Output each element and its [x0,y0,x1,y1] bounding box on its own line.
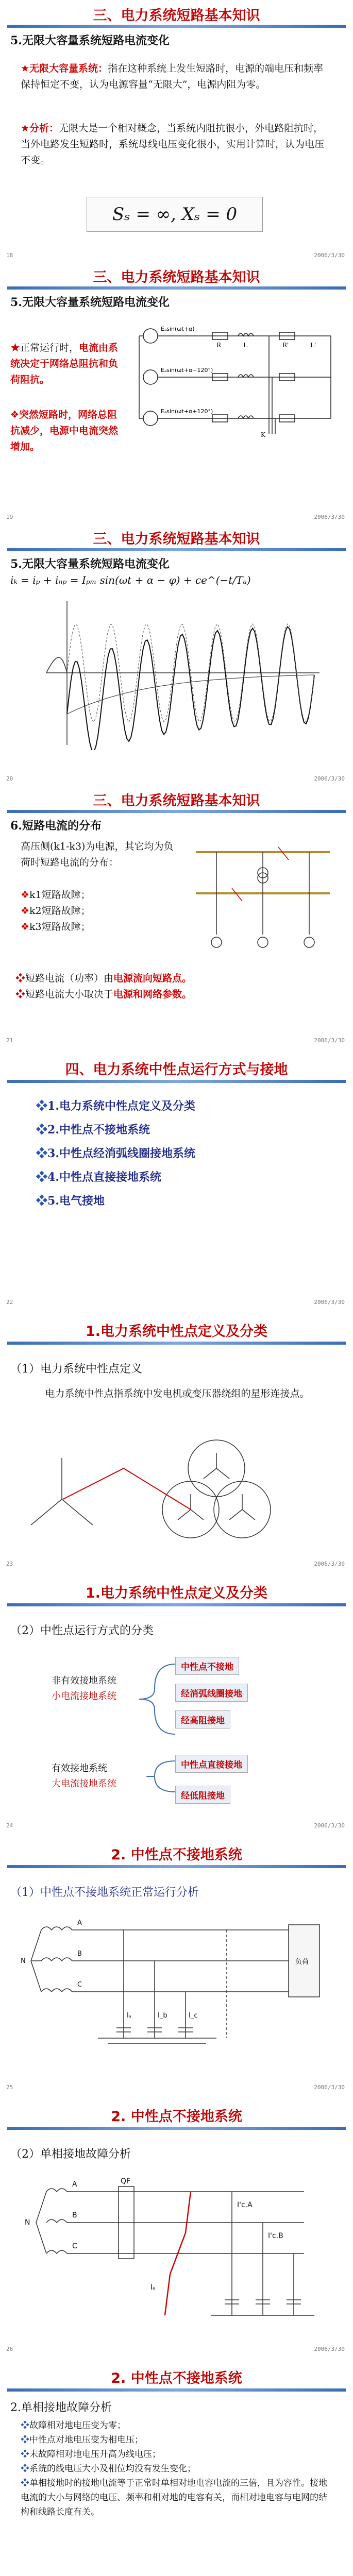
slide-20 [0,523,353,786]
slide-title: 2. 中性点不接地系统 [111,2109,242,2125]
slide-subtitle: 6.短路电流的分布 [10,819,102,833]
slide-subtitle: （2）单相接地故障分析 [10,2148,131,2161]
mode-box-low-resistance: 经低阻接地 [175,1786,230,1804]
title-bar [7,2388,346,2392]
slide-23 [0,1309,353,1571]
fault-point-4: ❖系统的线电压大小及相位均没有发生变化； [21,2464,196,2474]
short-circuit-formula: iₖ = iₚ + iₙₚ = Iₚₘ sin(ωt + α − φ) + ce^(−t/Tₐ) [10,574,251,586]
phase-a-label: A [72,2180,77,2189]
slide-date: 2006/3/30 [314,514,345,520]
slide-18 [0,0,353,262]
slide-title: 2. 中性点不接地系统 [111,1847,242,1863]
slide-date: 2006/3/30 [314,2084,345,2091]
page-number: 24 [6,1822,13,1829]
fault-item-k1: ❖k1短路故障； [21,889,91,901]
slide-subtitle: 2.单相接地故障分析 [10,2401,112,2414]
source-b-label: Eₐsin(ωt+α−120°) [161,367,213,374]
three-phase-circuit-diagram [135,315,341,439]
slide-19 [0,262,353,524]
network-distribution-diagram [186,837,340,960]
slide-27 [0,2355,353,2576]
slide-subtitle: （1）电力系统中性点定义 [10,1363,142,1376]
slide-subtitle: （2）中性点运行方式的分类 [10,1624,154,1637]
slide-title: 三、电力系统短路基本知识 [93,269,260,285]
neutral-label: N [25,2218,30,2227]
short-circuit-current-waveform [36,596,325,750]
section-outline [36,1094,195,1213]
slide-subtitle: 5.无限大容量系统短路电流变化 [10,296,170,309]
source-c-label: Eₐsin(ωt+α+120°) [161,408,213,415]
title-bar [7,810,346,813]
short-circuit-text: ❖突然短路时，网络总阻抗减少，电源中电流突然增加。 [10,409,119,452]
fault-item-k2: ❖k2短路故障； [21,905,91,917]
ia-label: Iₐ [127,2012,131,2020]
outline-item-3: ❖3.中性点经消弧线圈接地系统 [36,1147,195,1160]
r-label: R [216,342,222,349]
group2-label: 有效接地系统 [52,1763,107,1774]
mode-box-high-resistance: 经高阻接地 [175,1710,230,1728]
page-number: 23 [6,1561,13,1567]
title-bar [7,25,346,28]
fault-item-k3: ❖k3短路故障； [21,921,91,933]
ib-label: I_b [158,2012,167,2020]
load-label: 负荷 [295,1958,309,1966]
slide-title: 2. 中性点不接地系统 [111,2370,242,2386]
mode-box-solid: 中性点直接接地 [175,1755,248,1773]
slide-24 [0,1570,353,1833]
outline-item-4: ❖4.中性点直接接地系统 [36,1171,161,1184]
l2-label: L' [310,342,316,349]
slide-title: 三、电力系统短路基本知识 [93,793,260,809]
phase-a-label: A [77,1919,82,1927]
fault-k-label: K [261,431,265,438]
slide-title: 1.电力系统中性点定义及分类 [85,1585,268,1601]
fault-point-5: ❖单相接地时的接地电流等于正常时单相对地电容电流的三倍，且为容性。接地电流的大小与网络的电压、频率和相对地的电容有关，而相对地电容与电网的结构和线路长度有关。 [21,2478,327,2517]
r2-label: R' [282,342,289,349]
phase-c-label: C [72,2242,77,2250]
slide-26 [0,2094,353,2356]
slide-date: 2006/3/30 [314,1561,345,1567]
fault-analysis-list [21,2418,332,2519]
slide-title: 1.电力系统中性点定义及分类 [85,1324,268,1340]
fault-point-3: ❖未故障相对地电压升高为线电压； [21,2449,161,2460]
phase-b-label: B [77,1950,82,1958]
page-number: 25 [6,2084,13,2091]
distribution-notes: ❖短路电流（功率）由电源流向短路点。 ❖短路电流大小取决于电源和网络参数。 [15,973,192,1000]
fault-point-2: ❖中性点对地电压变为相电压； [21,2435,143,2445]
title-bar [7,2127,346,2130]
ungrounded-normal-circuit [21,1909,335,2074]
slide-date: 2006/3/30 [314,252,345,259]
distribution-intro: 高压侧(k1-k3)为电源，其它均为负荷时短路电流的分布： [21,841,174,868]
slide-title: 四、电力系统中性点运行方式与接地 [65,1062,288,1078]
classification-group-1 [52,1673,116,1704]
icb-label: I'c.B [268,2232,283,2240]
l-label: L [243,342,247,349]
page-number: 21 [6,1037,13,1044]
slide-subtitle: 5.无限大容量系统短路电流变化 [10,557,170,571]
title-bar [7,1080,346,1083]
normal-op-text: ★正常运行时，电流由系统决定于网络总阻抗和负荷阻抗。 [10,342,119,385]
title-bar [7,1342,346,1345]
slide-title: 三、电力系统短路基本知识 [93,531,260,547]
mode-box-arc-suppression: 经消弧线圈接地 [175,1684,248,1702]
group1-sub-label: 小电流接地系统 [52,1691,116,1702]
slide-subtitle: 5.无限大容量系统短路电流变化 [10,34,170,47]
title-bar [7,548,346,551]
title-bar [7,286,346,290]
neutral-point-definition: 电力系统中性点指系统中发电机或变压器绕组的星形连接点。 [45,1388,310,1399]
source-a-label: Eₐsin(ωt+α) [161,326,195,332]
title-bar [7,1603,346,1606]
paragraph-1: ★无限大容量系统：指在这种系统上发生短路时，电源的端电压和频率保持恒定不变，认为电源容量“无限大”，电源内阻为零。 [21,63,324,90]
phase-b-label: B [72,2211,77,2219]
page-number: 18 [6,252,13,259]
group2-sub-label: 大电流接地系统 [52,1778,116,1789]
fault-point-1: ❖故障相对地电压变为零； [21,2420,126,2431]
slide-date: 2006/3/30 [314,1299,345,1306]
page-number: 20 [6,775,13,782]
group1-label: 非有效接地系统 [52,1675,116,1686]
neutral-label: N [21,1957,26,1965]
ic-label: I_c [189,2012,198,2020]
ie-label: Iₑ [150,2283,156,2292]
mode-box-ungrounded: 中性点不接地 [175,1657,239,1675]
breaker-label: QF [121,2177,131,2185]
page-number: 26 [6,2346,13,2352]
slide-date: 2006/3/30 [314,2346,345,2352]
outline-item-5: ❖5.电气接地 [36,1194,105,1208]
page-number: 22 [6,1299,13,1306]
formula-box: Sₛ = ∞, Xₛ = 0 [87,197,263,232]
paragraph-2: ★分析：无限大是一个相对概念，当系统内阻抗很小，外电路阻抗时，当外电路发生短路时，系统母线电压变化很小，实用计算时，认为电压不变。 [21,123,325,166]
single-phase-fault-circuit [15,2171,335,2341]
title-bar [7,1865,346,1868]
classification-group-2 [52,1761,116,1792]
slide-25 [0,1832,353,2094]
slide-date: 2006/3/30 [314,775,345,782]
slide-date: 2006/3/30 [314,1822,345,1829]
slide-22 [0,1047,353,1309]
slide-title: 三、电力系统短路基本知识 [93,8,260,24]
slide-21 [0,785,353,1047]
fault-list [21,887,175,935]
slide-subtitle: （1）中性点不接地系统正常运行分析 [10,1886,199,1899]
ica-label: I'c.A [237,2201,253,2209]
phase-c-label: C [77,1981,82,1989]
transformer-star-diagram [21,1427,330,1551]
slide-date: 2006/3/30 [314,1037,345,1044]
outline-item-1: ❖1.电力系统中性点定义及分类 [36,1099,195,1113]
outline-item-2: ❖2.中性点不接地系统 [36,1123,150,1137]
page-number: 19 [6,514,13,520]
